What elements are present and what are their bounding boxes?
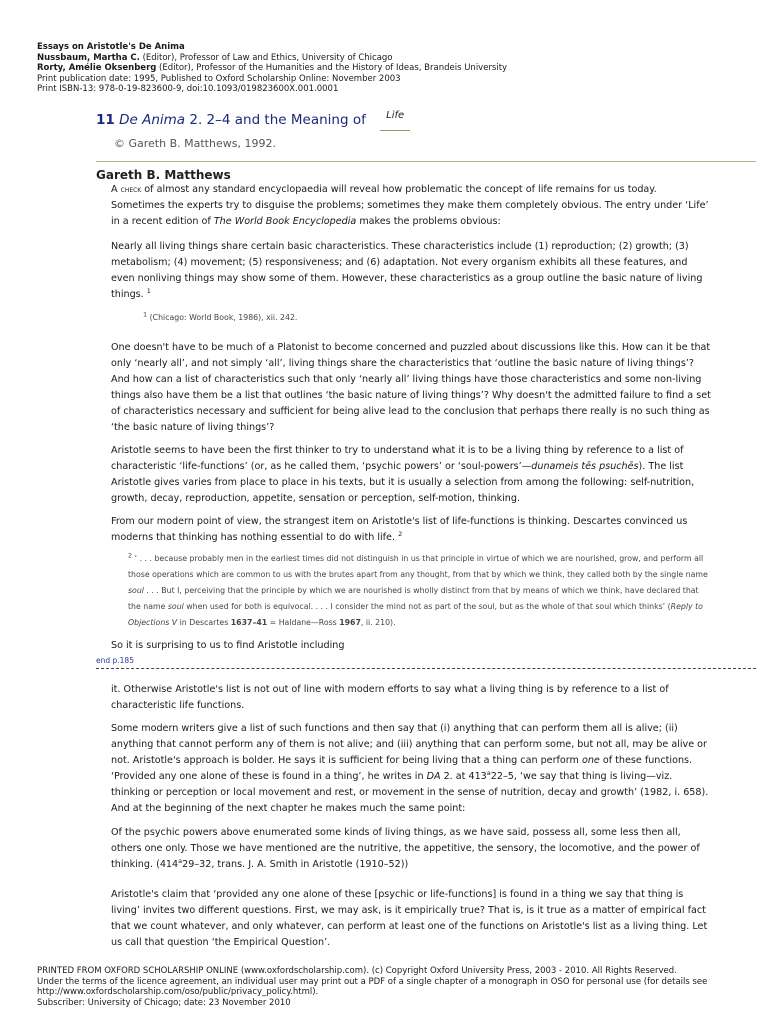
page-footer xyxy=(37,966,757,1008)
paragraph-6: it. Otherwise Aristotle's list is not out of line with modern efforts to say what a living thing is by reference to a list of characteristic life functions. xyxy=(111,684,669,711)
print-date: Print publication date: 1995, Published to Oxford Scholarship Online: November 2003 xyxy=(37,73,401,84)
paragraph-2: One doesn't have to be much of a Platonist to become concerned and puzzled about discussions like this. How can it be that only ‘nearly all’, and not simply ‘all’, living things share the characteristics that ‘outline the basic nature of living things’? And how can a list of characteristics such that only ‘nearly all’ living things have those characteristics and some non-living things also have them be a list that outlines ‘the basic nature of living things’? Why doesn't the admitted failure to find a set of characteristics necessary and sufficient for being alive lead to the conclusion that perhaps there really is no such thing as ‘the basic nature of living things’? xyxy=(111,342,711,433)
footnote-ref-2[interactable]: 2 xyxy=(398,529,403,538)
editor1-name: Nussbaum, Martha C. xyxy=(37,52,140,63)
chapter-title xyxy=(96,110,756,137)
page-text-lower xyxy=(111,682,711,958)
chapter-heading xyxy=(96,110,756,151)
chapter-title-italic: De Anima xyxy=(119,112,186,128)
editor2-name: Rorty, Amélie Oksenberg xyxy=(37,63,157,74)
book-title: Essays on Aristotle's De Anima xyxy=(37,42,185,52)
document-header xyxy=(37,42,757,95)
end-page-marker: end p.185 xyxy=(96,656,134,665)
paragraph-1: A check of almost any standard encyclopaedia will reveal how problematic the concept of life remains for us today. Sometimes the experts try to disguise the problems; sometimes they make them completely obvious. The entry under ‘Life’ in a recent edition of The World Book Encyclopedia makes the problems obvious: xyxy=(111,184,709,227)
paragraph-4: From our modern point of view, the strangest item on Aristotle's list of life-functions is thinking. Descartes convinced us moderns that thinking has nothing essential to do with life. $^2$ xyxy=(111,516,688,543)
block-quote-2: Of the psychic powers above enumerated some kinds of living things, as we have said, possess all, some less then all, others one only. Those we have mentioned are the nutritive, the appetitive, the sensory, the locomotive, and the power of thinking. (414$^a$29–32, trans. J. A. Smith in Aristotle (1910–52)) xyxy=(111,827,700,870)
editor2-role: (Editor), Professor of the Humanities and the History of Ideas, Brandeis University xyxy=(156,63,508,74)
footer-licence: Under the terms of the licence agreement, an individual user may print out a PDF of a single chapter of a monograph in OSO for personal use (for details see http://www.oxfordscholarship.com/oso/public/privacy_policy.html). xyxy=(37,976,708,998)
heading-divider xyxy=(96,161,756,162)
paragraph-3: Aristotle seems to have been the first thinker to try to understand what it is to be a living thing by reference to a list of characteristic ‘life-functions’ (or, as he called them, ‘psychic powers’ or ‘soul-powers’—dunameis tēs psuchēs). The list Aristotle gives varies from place to place in his texts, but it is usually a selection from among the following: self-nutrition, growth, decay, reproduction, appetite, sensation or perception, self-motion, thinking. xyxy=(111,445,695,504)
footer-subscriber: Subscriber: University of Chicago; date: 23 November 2010 xyxy=(37,997,291,1008)
page-break-divider xyxy=(96,668,756,669)
page-text-upper xyxy=(111,182,711,661)
author-name: Gareth B. Matthews xyxy=(96,168,231,182)
chapter-number: 11 xyxy=(96,112,115,128)
isbn: Print ISBN-13: 978-0-19-823600-9, doi:10.1093/019823600X.001.0001 xyxy=(37,84,339,95)
footnote-2: $^2$ ‘ . . . because probably men in the earliest times did not distinguish in us that principle in virtue of which we are nourished, grow, and perform all those operations which are common to us with the brutes apart from any thought, from that by which we think, they called both by the single name soul . . . But I, perceiving that the principle by which we are nourished is wholly distinct from that by means of which we think, have declared that the name soul when used for both is equivocal. . . . I consider the mind not as part of the soul, but as the whole of that soul which thinks’ (Reply to Objections V in Descartes 1637–41 = Haldane—Ross 1967, ii. 210). xyxy=(128,551,708,627)
footnote-1: $^1$ (Chicago: World Book, 1986), xii. 242. xyxy=(143,310,298,322)
paragraph-5: So it is surprising to us to find Aristotle including xyxy=(111,640,345,651)
footer-copyright: PRINTED FROM OXFORD SCHOLARSHIP ONLINE (www.oxfordscholarship.com). (c) Copyright Oxford University Press, 2003 - 2010. All Rights Reserved. xyxy=(37,966,677,976)
chapter-title-rest: 2. 2–4 and the Meaning of xyxy=(185,112,366,128)
block-quote-1: Nearly all living things share certain basic characteristics. These characteristics include (1) reproduction; (2) growth; (3) metabolism; (4) movement; (5) responsiveness; and (6) adaptation. Not every organism exhibits all these features, and even nonliving things may show some of them. However, these characteristics as a group outline the basic nature of living things. $^1$ xyxy=(111,241,703,300)
paragraph-8: Aristotle's claim that ‘provided any one alone of these [psychic or life-functions] is found in a thing we say that thing is living’ invites two different questions. First, we may ask, is it empirically true? That is, is it true as a matter of empirical fact that we count whatever, and only whatever, can perform at least one of the functions on Aristotle's list as a living thing. Let us call that question ‘the Empirical Question’. xyxy=(111,889,708,948)
chapter-title-life: Life xyxy=(380,106,410,131)
footnote-ref-1[interactable]: 1 xyxy=(146,286,151,295)
editor1-role: (Editor), Professor of Law and Ethics, University of Chicago xyxy=(139,52,393,63)
chapter-copyright: © Gareth B. Matthews, 1992. xyxy=(114,137,276,150)
paragraph-7: Some modern writers give a list of such functions and then say that (i) anything that can perform them all is alive; (ii) anything that cannot perform any of them is not alive; and (iii) anything that can perform some, but not all, may be alive or not. Aristotle's approach is bolder. He says it is sufficient for being living that a thing can perform one of these functions. ‘Provided any one alone of these is found in a thing’, he writes in DA 2. at 413$^a$22–5, ‘we say that thing is living—viz. thinking or perception or local movement and rest, or movement in the sense of nutrition, decay and growth’ (1982, i. 658). And at the beginning of the next chapter he makes much the same point: xyxy=(111,723,709,814)
